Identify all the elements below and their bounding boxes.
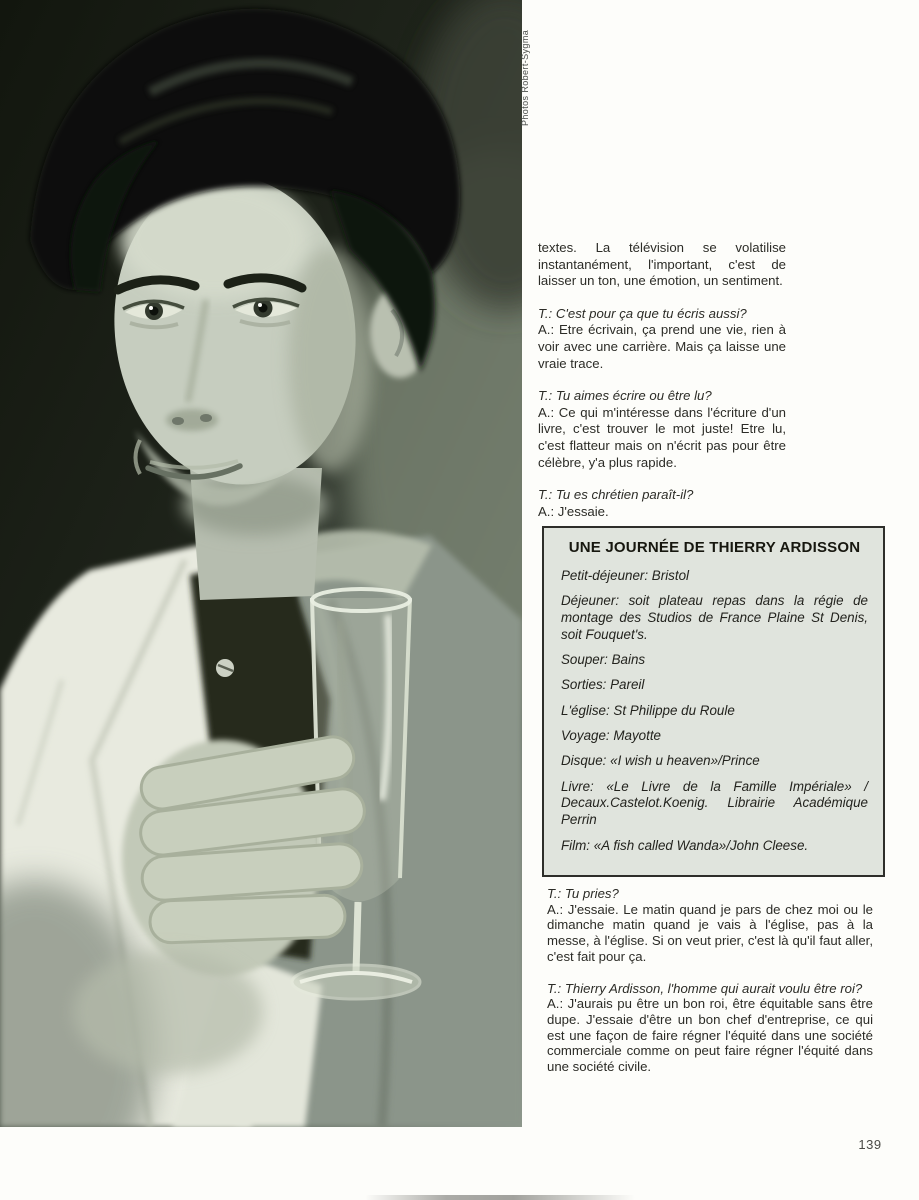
interview-answer: A.: J'essaie. [538,503,609,519]
schedule-box-items [561,568,868,854]
interview-column-lower [547,886,873,1075]
interview-question: T.: Tu aimes écrire ou être lu? [538,388,712,404]
schedule-item: Livre: «Le Livre de la Famille Impériale» / Decaux.Castelot.Koenig. Librairie Académique Perrin [561,778,868,828]
schedule-item: Sorties: Pareil [561,677,645,693]
schedule-item: Souper: Bains [561,652,646,668]
interview-question: T.: Tu es chrétien paraît-il? [538,487,694,503]
interview-column-upper [538,240,786,520]
interview-question: T.: Thierry Ardisson, l'homme qui aurait voulu être roi? [547,980,863,996]
interview-answer: A.: J'essaie. Le matin quand je pars de chez moi ou le dimanche matin quand je vais à l'église, pas à la messe, à l'église. Si on veut prier, c'est là qu'il faut aller, c'est fait pour ça. [547,901,873,964]
schedule-item: Disque: «I wish u heaven»/Prince [561,753,760,769]
interview-answer: A.: J'aurais pu être un bon roi, être équitable sans être dupe. J'essaie d'être un bon chef d'entreprise, ce qui est une façon de faire régner l'équité dans une société commerciale comme on peut faire régner l'équité dans une société civile. [547,996,873,1075]
scan-smudge [365,1195,635,1200]
schedule-item: Voyage: Mayotte [561,728,661,744]
schedule-box-title: UNE JOURNÉE DE THIERRY ARDISSON [568,539,861,556]
interview-answer: textes. La télévision se volatilise instantanément, l'important, c'est de laisser un ton, une émotion, un sentiment. [538,240,786,289]
schedule-box [542,526,885,877]
schedule-item: Petit-déjeuner: Bristol [561,568,690,583]
interview-question: T.: C'est pour ça que tu écris aussi? [538,305,747,321]
interview-answer: A.: Ce qui m'intéresse dans l'écriture d'un livre, c'est trouver le mot juste! Etre lu, c'est flatteur mais on n'écrit pas pour être célèbre, y'a plus rapide. [538,404,786,470]
schedule-item: Déjeuner: soit plateau repas dans la régie de montage des Studios de France Plaine St Denis, soit Fouquet's. [561,593,868,642]
interview-question: T.: Tu pries? [547,886,619,901]
page-number: 139 [858,1137,882,1152]
interview-answer: A.: Etre écrivain, ça prend une vie, rien à voir avec une carrière. Mais ça laisse une vraie trace. [538,322,786,371]
schedule-item: L'église: St Philippe du Roule [561,702,735,718]
photo-credit: Photos Robert-Sygma [520,29,530,126]
schedule-item: Film: «A fish called Wanda»/John Cleese. [561,837,809,853]
